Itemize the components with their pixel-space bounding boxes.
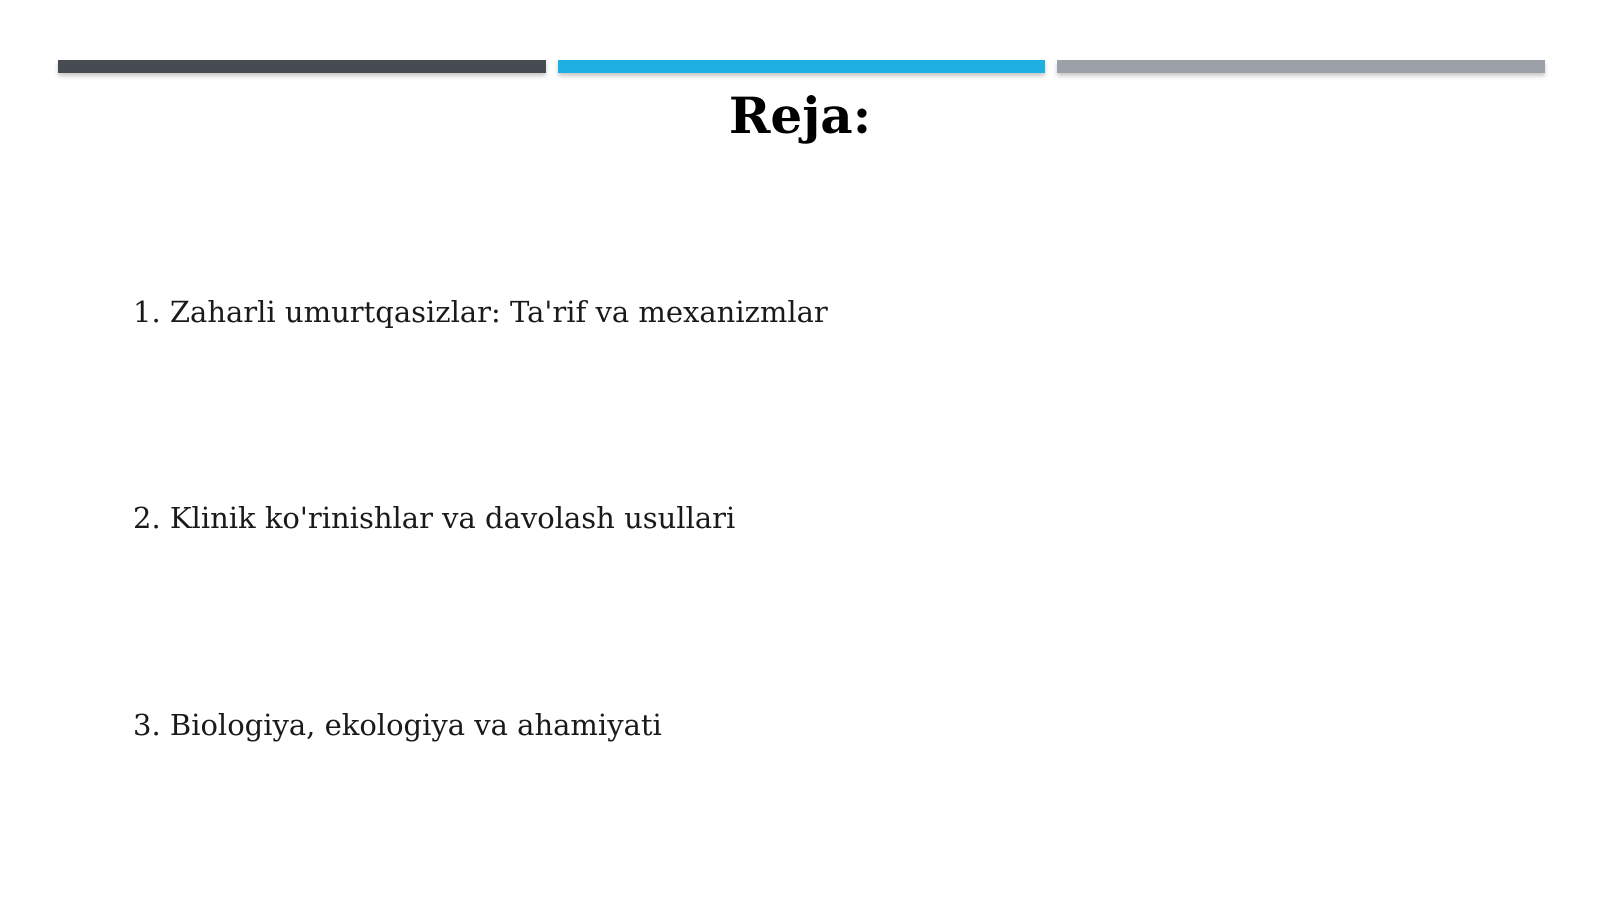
accent-bar-gray — [1057, 60, 1545, 73]
accent-bar-dark — [58, 60, 546, 73]
plan-item-1: 1. Zaharli umurtqasizlar: Ta'rif va mexanizmlar — [133, 295, 828, 329]
accent-bar-blue — [558, 60, 1045, 73]
plan-item-3: 3. Biologiya, ekologiya va ahamiyati — [133, 708, 662, 742]
slide-title: Reja: — [728, 86, 872, 145]
plan-item-2: 2. Klinik ko'rinishlar va davolash usullari — [133, 501, 736, 535]
